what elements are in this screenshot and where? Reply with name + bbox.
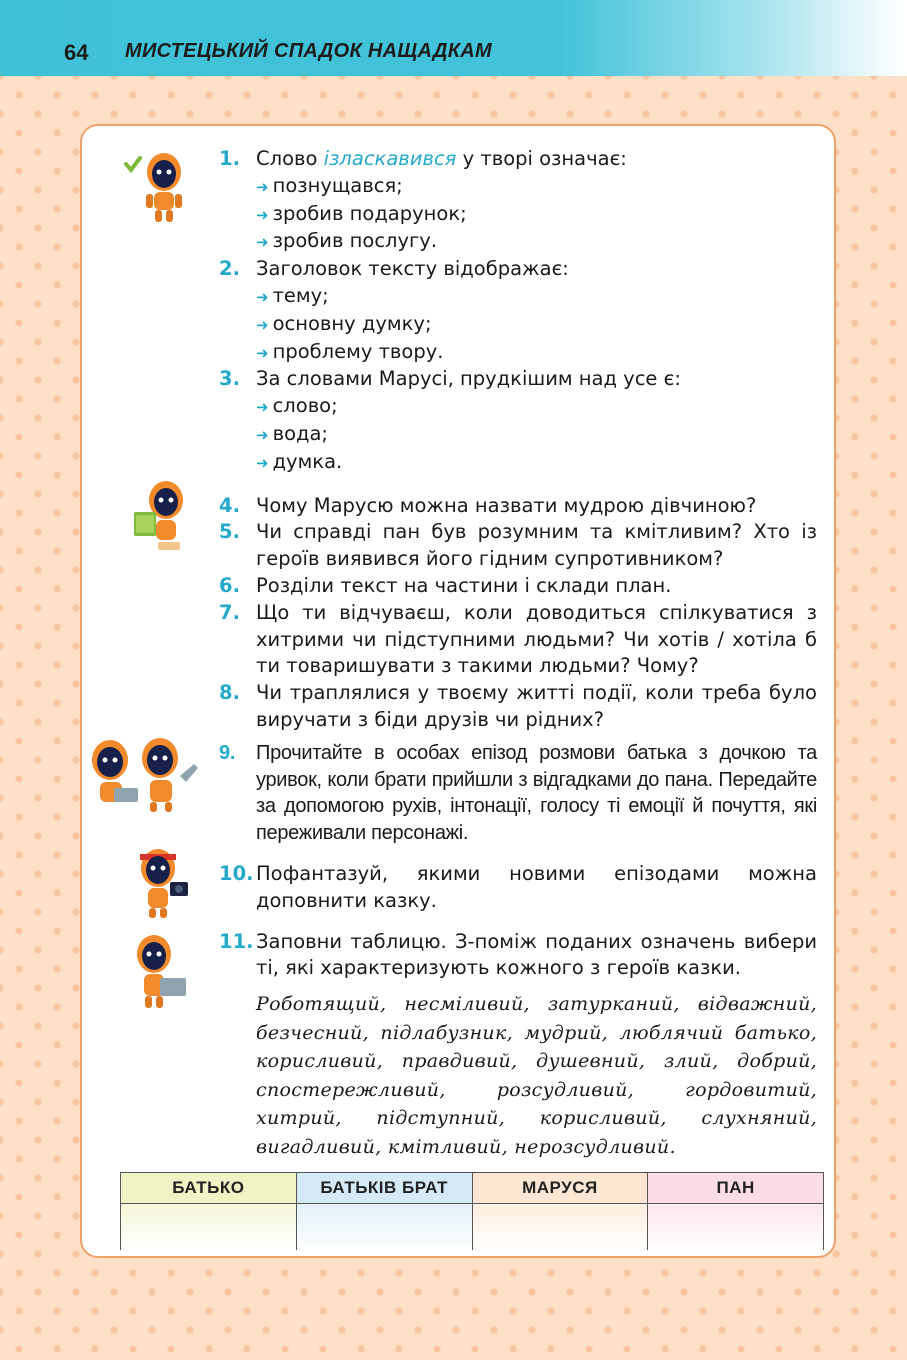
table-header-marusia: МАРУСЯ [472, 1173, 648, 1204]
arrow-icon: ➜ [256, 233, 269, 252]
question-text: Заповни таблицю. З-поміж поданих означень вибери ті, які характеризують кожного з героїв казки. [256, 929, 817, 980]
option: ➜ познущався; [256, 173, 403, 197]
question-number: 4. [219, 493, 240, 517]
option: ➜ тему; [256, 283, 329, 307]
question-number: 8. [219, 681, 240, 705]
question-number: 3. [219, 367, 240, 391]
question-2 [219, 256, 817, 283]
question-4 [219, 493, 817, 520]
question-text: Заголовок тексту відображає: [256, 257, 569, 281]
question-7 [219, 600, 817, 680]
arrow-icon: ➜ [256, 315, 269, 334]
robot-camera-icon [126, 844, 202, 920]
characters-table [120, 1172, 824, 1250]
question-number: 2. [219, 257, 240, 281]
option: ➜ вода; [256, 421, 329, 445]
option: ➜ зробив послугу. [256, 229, 438, 253]
question-text: Чи траплялися у твоєму житті події, коли треба було виручати з біди друзів чи рідних? [256, 681, 817, 731]
question-10 [219, 861, 817, 915]
table-header-fathers-brother: БАТЬКІВ БРАТ [296, 1173, 472, 1204]
arrow-icon: ➜ [256, 177, 269, 196]
question-text: За словами Марусі, прудкішим над усе є: [256, 367, 681, 391]
robot-reading-icon [124, 478, 200, 554]
arrow-icon: ➜ [256, 398, 269, 417]
question-9 [219, 740, 817, 847]
question-text: Що ти відчуваєш, коли доводиться спілкуватися з хитрими чи підступними людьми? Чи хотів / хотіла б ти товаришувати з такими людьми? Чому? [256, 600, 817, 678]
page-header [0, 0, 907, 76]
arrow-icon: ➜ [256, 343, 269, 362]
table-header-father: БАТЬКО [121, 1173, 297, 1204]
question-number: 1. [219, 147, 240, 170]
table-header-pan: ПАН [648, 1173, 824, 1204]
robot-check-icon [120, 148, 200, 224]
question-11 [219, 929, 817, 983]
adjectives-list: Роботящий, несміливий, затурканий, відважний, безчесний, підлабузник, мудрий, люблячий батько, корисливий, правдивий, душевний, злий, добрий, спостережливий, розсудливий, гордовитий, хитрий, підступний, корисливий, слухняний, вигадливий, кмітливий, нерозсудливий. [256, 993, 817, 1159]
table-cell[interactable] [648, 1204, 824, 1251]
question-text: у творі означає: [456, 147, 627, 170]
robot-tablet-icon [124, 930, 200, 1012]
option: ➜ слово; [256, 394, 338, 418]
table-header-row [121, 1173, 824, 1204]
table-cell[interactable] [121, 1204, 297, 1251]
question-3 [219, 366, 817, 393]
arrow-icon: ➜ [256, 205, 269, 224]
question-number: 11. [219, 929, 254, 953]
question-text: Чому Марусю можна назвати мудрою дівчиною? [256, 493, 757, 517]
question-text: Слово [256, 147, 324, 170]
question-number: 7. [219, 600, 240, 624]
question-5 [219, 519, 817, 573]
question-number: 10. [219, 861, 254, 885]
option: ➜ зробив подарунок; [256, 201, 467, 225]
robots-pair-icon [84, 736, 208, 814]
questions-block [219, 146, 817, 1162]
question-number: 9. [219, 741, 236, 764]
option: ➜ основну думку; [256, 311, 432, 335]
question-8 [219, 680, 817, 734]
question-text: Чи справді пан був розумним та кмітливим? Хто із героїв виявився його гідним супротивником? [256, 520, 817, 571]
question-6 [219, 573, 817, 600]
question-number: 5. [219, 520, 240, 544]
page-number: 64 [64, 40, 89, 65]
option: ➜ проблему твору. [256, 339, 444, 363]
question-number: 6. [219, 573, 240, 597]
highlighted-word: ізласкавився [323, 147, 457, 170]
table-row [121, 1204, 824, 1251]
arrow-icon: ➜ [256, 287, 269, 306]
table-cell[interactable] [472, 1204, 648, 1251]
arrow-icon: ➜ [256, 425, 269, 444]
question-text: Прочитайте в особах епізод розмови батька з дочкою та уривок, коли брати прийшли з відгадками до пана. Передайте за допомогою рухів, інтонації, голосу ті емоції й почуття, які переживали персонажі. [256, 741, 817, 845]
question-text: Розділи текст на частини і склади план. [256, 573, 672, 597]
question-1 [219, 146, 817, 173]
question-text: Пофантазуй, якими новими епізодами можна доповнити казку. [256, 861, 817, 912]
section-title: МИСТЕЦЬКИЙ СПАДОК НАЩАДКАМ [125, 40, 492, 62]
table-cell[interactable] [296, 1204, 472, 1251]
arrow-icon: ➜ [256, 453, 269, 472]
option: ➜ думка. [256, 449, 343, 473]
